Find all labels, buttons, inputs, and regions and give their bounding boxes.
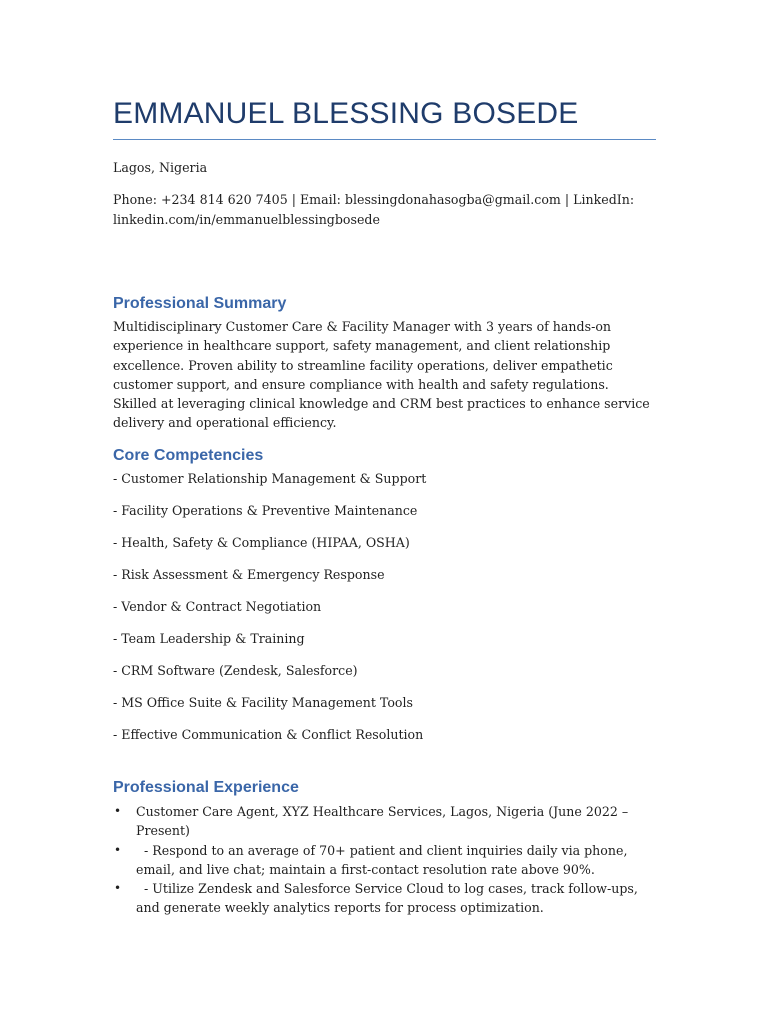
location-text: Lagos, Nigeria <box>113 160 208 175</box>
experience-heading: Professional Experience <box>113 779 299 796</box>
experience-item <box>113 802 656 841</box>
contact-line-2: linkedin.com/in/emmanuelblessingbosede <box>113 212 380 227</box>
header-divider <box>113 139 656 140</box>
contact-line-1: Phone: +234 814 620 7405 | Email: blessingdonahasogba@gmail.com | LinkedIn: <box>113 192 635 207</box>
bullet-icon: • <box>114 804 122 818</box>
experience-item-text: Customer Care Agent, XYZ Healthcare Services, Lagos, Nigeria (June 2022 – Present) <box>136 804 629 839</box>
competency-item: - Health, Safety & Compliance (HIPAA, OSHA) <box>113 535 410 550</box>
competency-item: - Risk Assessment & Emergency Response <box>113 567 385 582</box>
competencies-heading: Core Competencies <box>113 447 264 464</box>
competency-item: - Customer Relationship Management & Support <box>113 471 427 486</box>
competency-item: - Team Leadership & Training <box>113 631 305 646</box>
candidate-name: EMMANUEL BLESSING BOSEDE <box>113 97 579 130</box>
bullet-icon: • <box>114 842 122 857</box>
competency-item: - Vendor & Contract Negotiation <box>113 599 322 614</box>
competency-item: - Effective Communication & Conflict Resolution <box>113 727 424 742</box>
experience-item-text: - Utilize Zendesk and Salesforce Service Cloud to log cases, track follow-ups, and generate weekly analytics reports for process optimization. <box>136 881 642 916</box>
competency-item: - MS Office Suite & Facility Management Tools <box>113 695 413 710</box>
summary-heading: Professional Summary <box>113 295 287 312</box>
experience-list <box>113 802 656 918</box>
bullet-icon: • <box>114 881 122 896</box>
experience-item <box>113 879 656 918</box>
competency-item: - Facility Operations & Preventive Maintenance <box>113 503 418 518</box>
summary-text: Multidisciplinary Customer Care & Facility Manager with 3 years of hands-on experience in healthcare support, safety management, and client relationship excellence. Proven ability to streamline facility operations, deliver empathetic customer support, and ensure compliance with health and safety regulations. Skilled at leveraging clinical knowledge and CRM best practices to enhance service delivery and operational efficiency. <box>113 319 650 431</box>
experience-item-text: - Respond to an average of 70+ patient and client inquiries daily via phone, email, and live chat; maintain a first-contact resolution rate above 90%. <box>136 842 632 877</box>
experience-item <box>113 841 656 880</box>
competency-item: - CRM Software (Zendesk, Salesforce) <box>113 663 358 678</box>
